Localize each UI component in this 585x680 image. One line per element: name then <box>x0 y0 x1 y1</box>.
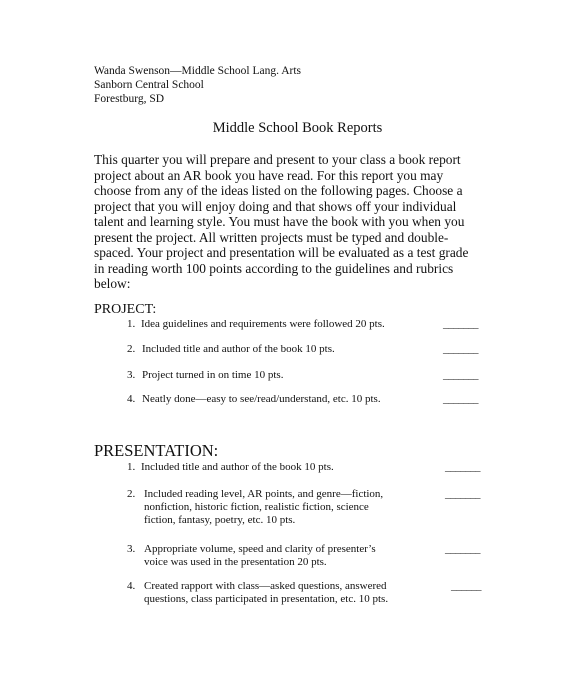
intro-line: present the project. All written projects must be typed and double- <box>94 229 449 245</box>
criterion-text-line: voice was used in the presentation 20 pts. <box>144 556 327 569</box>
intro-line: below: <box>94 276 131 291</box>
criterion-text <box>142 393 381 406</box>
header-author-line: Wanda Swenson—Middle School Lang. Arts <box>94 65 302 77</box>
criterion-number: 2. <box>127 488 136 500</box>
criterion-number: 3. <box>127 543 136 555</box>
score-blank: _______ <box>443 393 478 405</box>
criterion-text-line: Idea guidelines and requirements were followed 20 pts. <box>141 318 385 330</box>
score-blank: _______ <box>445 543 480 555</box>
page-title-text: Middle School Book Reports <box>212 120 383 136</box>
criterion-number: 4. <box>127 393 136 405</box>
author-header <box>94 64 301 106</box>
criterion-text-line: nonfiction, historic fiction, realistic fiction, science <box>144 501 369 514</box>
intro-line: choose from any of the ideas listed on the following pages. Choose a <box>94 183 463 198</box>
intro-line: project about an AR book you have read. For this report you may <box>94 167 444 183</box>
intro-line: talent and learning style. You must have the book with you when you <box>94 214 465 229</box>
criterion-text-line: Created rapport with class—asked questions, answered <box>144 580 387 592</box>
criterion-number: 4. <box>127 580 136 592</box>
criterion-number: 3. <box>127 369 136 381</box>
score-blank: _______ <box>443 318 478 330</box>
score-blank: _______ <box>445 461 480 473</box>
criterion-text <box>142 343 335 356</box>
criterion-text <box>144 580 388 606</box>
criterion-text <box>144 543 376 569</box>
criterion-text-line: Neatly done—easy to see/read/understand, etc. 10 pts. <box>142 393 381 405</box>
criterion-text-line: Appropriate volume, speed and clarity of presenter’s <box>144 543 376 555</box>
intro-line: spaced. Your project and presentation will be evaluated as a test grade <box>94 245 469 260</box>
intro-paragraph <box>94 152 509 292</box>
score-blank: _______ <box>443 343 478 355</box>
page-title <box>0 119 585 137</box>
criterion-text <box>142 369 283 382</box>
criterion-number: 2. <box>127 343 136 355</box>
criterion-text <box>144 488 383 528</box>
criterion-text-line: Project turned in on time 10 pts. <box>142 369 284 381</box>
intro-line: This quarter you will prepare and present to your class a book report <box>94 152 461 167</box>
project-heading: PROJECT: <box>94 302 157 317</box>
criterion-text <box>141 318 385 331</box>
intro-line: in reading worth 100 points according to the guidelines and rubrics <box>94 260 454 276</box>
presentation-heading: PRESENTATION: <box>94 441 219 460</box>
criterion-text-line: Included title and author of the book 10 pts. <box>141 461 334 473</box>
criterion-number: 1. <box>127 461 136 473</box>
criterion-text <box>141 461 334 474</box>
score-blank: _______ <box>445 488 480 500</box>
score-blank: _______ <box>443 369 478 381</box>
header-location-line: Forestburg, SD <box>94 93 165 105</box>
criterion-text-line: questions, class participated in presentation, etc. 10 pts. <box>144 593 389 606</box>
criterion-text-line: Included title and author of the book 10 pts. <box>142 343 335 355</box>
score-blank: ______ <box>451 580 481 592</box>
intro-line: project that you will enjoy doing and that shows off your individual <box>94 198 457 214</box>
criterion-number: 1. <box>127 318 136 330</box>
header-school-line: Sanborn Central School <box>94 79 204 91</box>
criterion-text-line: fiction, fantasy, poetry, etc. 10 pts. <box>144 514 296 527</box>
criterion-text-line: Included reading level, AR points, and genre—fiction, <box>144 488 384 500</box>
